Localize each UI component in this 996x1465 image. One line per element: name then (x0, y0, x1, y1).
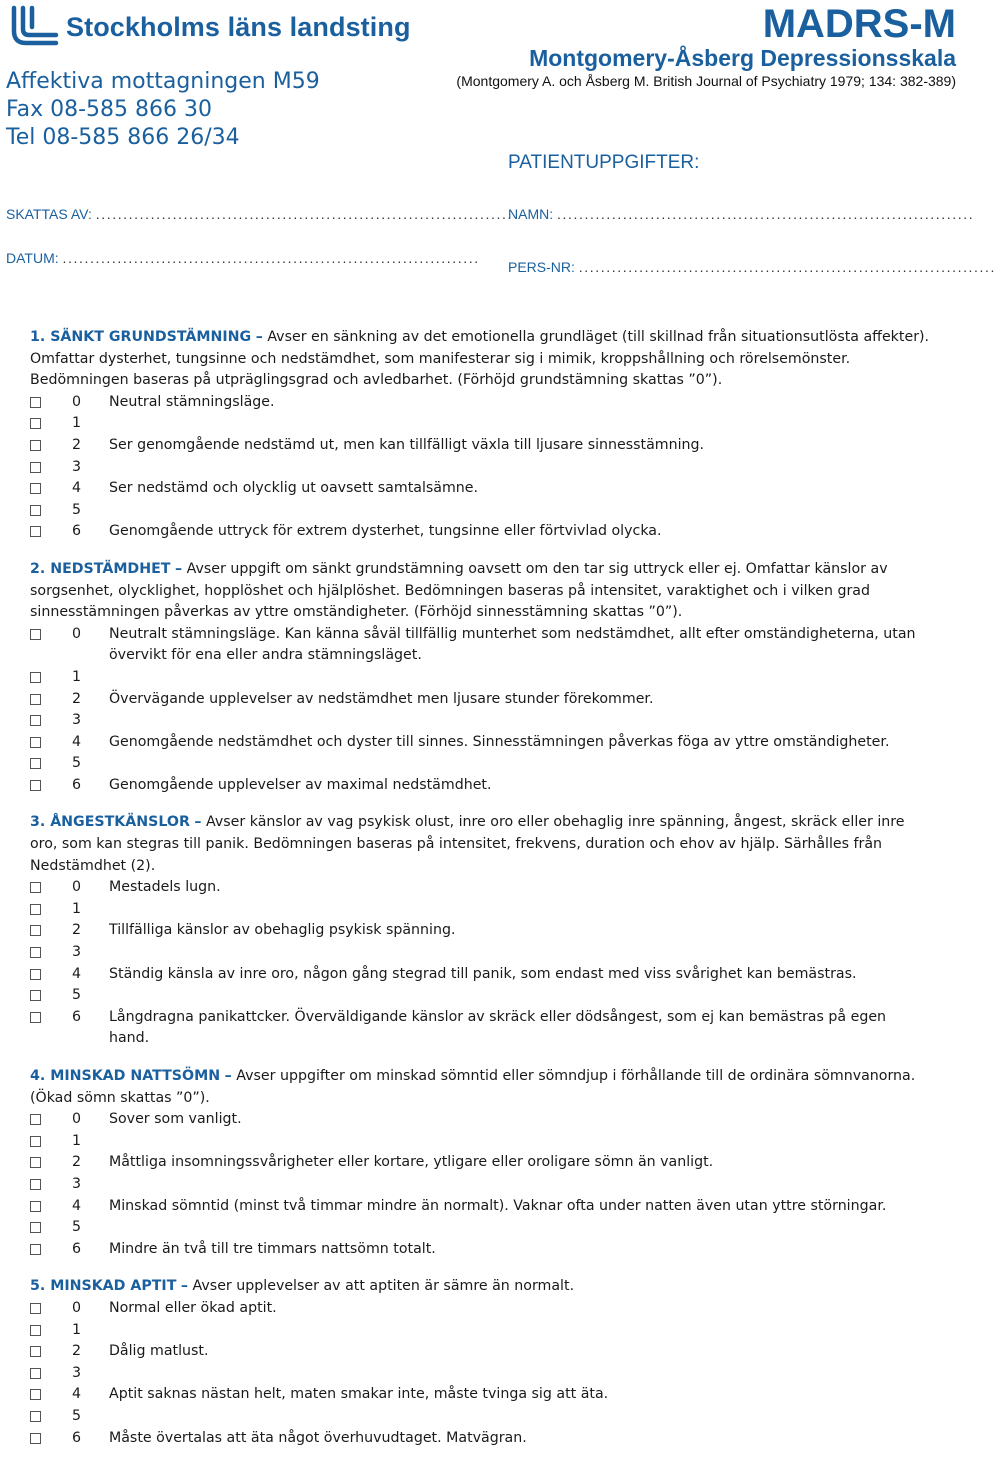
score-value: 0 (72, 1299, 82, 1316)
score-value: 5 (72, 501, 82, 518)
score-value: 0 (72, 1111, 82, 1128)
score-value: 4 (72, 480, 82, 497)
score-value: 5 (72, 1219, 82, 1236)
item-dash: – (224, 1068, 232, 1084)
score-option (30, 521, 930, 543)
score-option (30, 413, 930, 435)
score-value: 2 (72, 922, 82, 939)
score-value: 6 (72, 1429, 82, 1446)
score-checkbox[interactable] (30, 672, 41, 683)
score-option (30, 964, 930, 986)
score-value: 1 (72, 668, 82, 685)
score-value: 3 (72, 712, 82, 729)
score-description: Genomgående nedstämdhet och dyster till sinnes. Sinnesstämningen påverkas föga av yttre omständigheter. (109, 733, 890, 750)
namn-field[interactable] (508, 206, 975, 222)
score-value: 6 (72, 776, 82, 793)
rating-item (30, 812, 930, 1050)
score-description: Ser genomgående nedstämd ut, men kan tillfälligt växla till ljusare sinnesstämning. (109, 436, 705, 453)
item-description-block (30, 1066, 930, 1109)
score-checkbox[interactable] (30, 440, 41, 451)
score-value: 6 (72, 1008, 82, 1025)
score-option (30, 624, 930, 667)
score-description: Övervägande upplevelser av nedstämdhet men ljusare stunder förekommer. (109, 690, 654, 707)
score-option (30, 1174, 930, 1196)
skattas-av-field[interactable] (6, 206, 513, 222)
score-option (30, 689, 930, 711)
score-value: 4 (72, 1386, 82, 1403)
score-option (30, 478, 930, 500)
item-dash: – (174, 560, 183, 577)
score-option (30, 392, 930, 414)
score-description: Måste övertalas att äta något överhuvudtaget. Matvägran. (109, 1429, 527, 1446)
score-checkbox[interactable] (30, 715, 41, 726)
score-checkbox[interactable] (30, 1433, 41, 1444)
clinic-fax: Fax 08-585 866 30 (6, 97, 213, 122)
score-value: 0 (72, 393, 82, 410)
score-description: Neutral stämningsläge. (109, 393, 275, 410)
score-checkbox[interactable] (30, 526, 41, 537)
pers-nr-dots: ............................................................................ (578, 259, 996, 275)
score-option (30, 1363, 930, 1385)
score-value: 2 (72, 436, 82, 453)
item-description-block (30, 327, 930, 392)
score-description: Dålig matlust. (109, 1343, 209, 1360)
score-value: 5 (72, 987, 82, 1004)
score-description: Genomgående uttryck för extrem dysterhet, tungsinne eller förtvivlad olycka. (109, 523, 662, 540)
score-checkbox[interactable] (30, 925, 41, 936)
score-checkbox[interactable] (30, 694, 41, 705)
score-checkbox[interactable] (30, 462, 41, 473)
score-checkbox[interactable] (30, 1222, 41, 1233)
score-option (30, 710, 930, 732)
item-description: Avser känslor av vag psykisk olust, inre oro eller obehaglig inre spänning, ångest, skräck eller inre oro, som kan stegras till panik. Bedömningen baseras på intensitet, frekvens, duration och ehov av hjälp. Särhålles från Nedstämdhet (2). (30, 814, 905, 874)
score-checkbox[interactable] (30, 397, 41, 408)
score-option (30, 920, 930, 942)
score-option (30, 457, 930, 479)
datum-field[interactable] (6, 250, 480, 266)
score-option (30, 1320, 930, 1342)
score-description: Ser nedstämd och olycklig ut oavsett samtalsämne. (109, 480, 479, 497)
score-checkbox[interactable] (30, 1179, 41, 1190)
score-checkbox[interactable] (30, 418, 41, 429)
form-subtitle: Montgomery-Åsberg Depressionsskala (529, 45, 956, 71)
score-value: 2 (72, 1154, 82, 1171)
score-checkbox[interactable] (30, 1368, 41, 1379)
score-value: 3 (72, 1175, 82, 1192)
score-value: 4 (72, 1197, 82, 1214)
score-checkbox[interactable] (30, 1136, 41, 1147)
score-value: 1 (72, 1132, 82, 1149)
form-title: MADRS-M (762, 2, 956, 46)
score-option (30, 753, 930, 775)
score-checkbox[interactable] (30, 1346, 41, 1357)
score-description: Aptit saknas nästan helt, maten smakar inte, måste tvinga sig att äta. (109, 1386, 609, 1403)
score-value: 2 (72, 690, 82, 707)
score-checkbox[interactable] (30, 629, 41, 640)
score-option (30, 1007, 930, 1050)
score-checkbox[interactable] (30, 780, 41, 791)
score-description: Normal eller ökad aptit. (109, 1299, 277, 1316)
score-value: 3 (72, 944, 82, 961)
score-checkbox[interactable] (30, 505, 41, 516)
score-checkbox[interactable] (30, 904, 41, 915)
item-title: 3. ÅNGESTKÄNSLOR (30, 814, 190, 831)
score-description: Tillfälliga känslor av obehaglig psykisk spänning. (109, 922, 456, 939)
score-checkbox[interactable] (30, 1157, 41, 1168)
score-option (30, 500, 930, 522)
rating-item (30, 1066, 930, 1260)
item-title: 4. MINSKAD NATTSÖMN (30, 1068, 221, 1084)
score-checkbox[interactable] (30, 990, 41, 1001)
item-description: Avser en sänkning av det emotionella grundläget (till skillnad från situationsutlösta affekter). Omfattar dysterhet, tungsinne och nedstämdhet, som manifesterar sig i mimik, kroppshållning och rörelsemönster. Bedömningen baseras på utpräglingsgrad och avledbarhet. (Förhöjd grundstämning skattas ”0”). (30, 329, 930, 389)
item-dash: – (194, 814, 202, 831)
score-option (30, 1217, 930, 1239)
score-value: 4 (72, 733, 82, 750)
item-title: 1. SÄNKT GRUNDSTÄMNING (30, 329, 252, 345)
score-value: 1 (72, 900, 82, 917)
datum-dots: ............................................................................ (62, 250, 480, 266)
score-option (30, 732, 930, 754)
score-option (30, 899, 930, 921)
score-option (30, 1341, 930, 1363)
score-option (30, 1384, 930, 1406)
score-checkbox[interactable] (30, 947, 41, 958)
item-description-block (30, 559, 930, 624)
score-checkbox[interactable] (30, 1303, 41, 1314)
score-description: Måttliga insomningssvårigheter eller kortare, ytligare eller oroligare sömn än vanligt. (109, 1154, 714, 1171)
score-checkbox[interactable] (30, 483, 41, 494)
rating-items (30, 327, 930, 1465)
score-checkbox[interactable] (30, 1012, 41, 1023)
title-block (456, 2, 956, 92)
score-description: Mindre än två till tre timmars nattsömn totalt. (109, 1240, 436, 1257)
score-value: 1 (72, 1321, 82, 1338)
score-option (30, 1196, 930, 1218)
namn-label: NAMN: (508, 206, 554, 222)
score-value: 3 (72, 1364, 82, 1381)
score-value: 2 (72, 1343, 82, 1360)
item-description: Avser uppgift om sänkt grundstämning oavsett om den tar sig uttryck eller ej. Omfattar känslor av sorgsenhet, olycklighet, hopplöshet och hjälplöshet. Bedömningen baseras på intensitet, varaktighet och i vilken grad sinnesstämningen påverkas av yttre omständigheter. (Förhöjd sinnesstämning skattas ”0”). (30, 560, 888, 621)
score-checkbox[interactable] (30, 1325, 41, 1336)
score-option (30, 1152, 930, 1174)
score-checkbox[interactable] (30, 737, 41, 748)
score-option (30, 1428, 930, 1450)
score-checkbox[interactable] (30, 882, 41, 893)
rating-item (30, 1276, 930, 1449)
score-description: Neutralt stämningsläge. Kan känna såväl tillfällig munterhet som nedstämdhet, allt efter omständigheterna, utan övervikt för ena eller andra stämningsläget. (109, 625, 916, 664)
logo-text: Stockholms läns landsting (66, 11, 411, 42)
score-description: Ständig känsla av inre oro, någon gång stegrad till panik, som endast med viss svårighet kan bemästras. (109, 965, 857, 982)
score-option (30, 942, 930, 964)
score-description: Långdragna panikattcker. Överväldigande känslor av skräck eller dödsångest, som ej kan bemästras på egen hand. (109, 1008, 887, 1047)
score-checkbox[interactable] (30, 969, 41, 980)
rating-item (30, 327, 930, 543)
score-option (30, 667, 930, 689)
item-title: 5. MINSKAD APTIT (30, 1278, 177, 1295)
rating-item (30, 559, 930, 797)
score-checkbox[interactable] (30, 758, 41, 769)
score-option (30, 1239, 930, 1261)
datum-label: DATUM: (6, 250, 59, 266)
score-value: 5 (72, 1407, 82, 1424)
score-option (30, 1131, 930, 1153)
score-value: 0 (72, 625, 82, 642)
score-option (30, 775, 930, 797)
score-option (30, 877, 930, 899)
clinic-info (6, 68, 320, 152)
organization-logo (6, 4, 411, 50)
sll-logo-icon (6, 5, 60, 49)
score-checkbox[interactable] (30, 1389, 41, 1400)
item-description: Avser upplevelser av att aptiten är sämre än normalt. (192, 1278, 575, 1295)
score-value: 5 (72, 755, 82, 772)
score-value: 0 (72, 879, 82, 896)
form-reference: (Montgomery A. och Åsberg M. British Journal of Psychiatry 1979; 134: 382-389) (456, 73, 956, 89)
pers-nr-label: PERS-NR: (508, 259, 575, 275)
score-checkbox[interactable] (30, 1201, 41, 1212)
namn-dots: ............................................................................ (557, 206, 975, 222)
score-value: 6 (72, 1240, 82, 1257)
item-description: Avser uppgifter om minskad sömntid eller sömndjup i förhållande till de ordinära sömnvanorna. (Ökad sömn skattas ”0”). (30, 1068, 916, 1106)
patient-heading: PATIENTUPPGIFTER: (508, 152, 700, 173)
score-description: Sover som vanligt. (109, 1111, 242, 1128)
item-dash: – (180, 1278, 189, 1295)
score-checkbox[interactable] (30, 1114, 41, 1125)
score-value: 3 (72, 458, 82, 475)
clinic-name: Affektiva mottagningen M59 (6, 69, 320, 94)
score-description: Mestadels lugn. (109, 879, 221, 896)
skattas-av-dots: ............................................................................ (95, 206, 513, 222)
score-checkbox[interactable] (30, 1244, 41, 1255)
score-option (30, 435, 930, 457)
score-option (30, 985, 930, 1007)
score-value: 4 (72, 965, 82, 982)
clinic-phone: Tel 08-585 866 26/34 (6, 125, 240, 150)
item-description-block (30, 1276, 930, 1298)
item-dash: – (255, 329, 263, 345)
score-description: Genomgående upplevelser av maximal nedstämdhet. (109, 776, 492, 793)
score-option (30, 1109, 930, 1131)
item-title: 2. NEDSTÄMDHET (30, 560, 171, 577)
score-value: 1 (72, 415, 82, 432)
score-option (30, 1406, 930, 1428)
score-value: 6 (72, 523, 82, 540)
pers-nr-field[interactable] (508, 259, 996, 275)
skattas-av-label: SKATTAS AV: (6, 206, 92, 222)
score-description: Minskad sömntid (minst två timmar mindre än normalt). Vaknar ofta under natten även utan yttre störningar. (109, 1197, 887, 1214)
score-checkbox[interactable] (30, 1411, 41, 1422)
item-description-block (30, 812, 930, 877)
score-option (30, 1298, 930, 1320)
